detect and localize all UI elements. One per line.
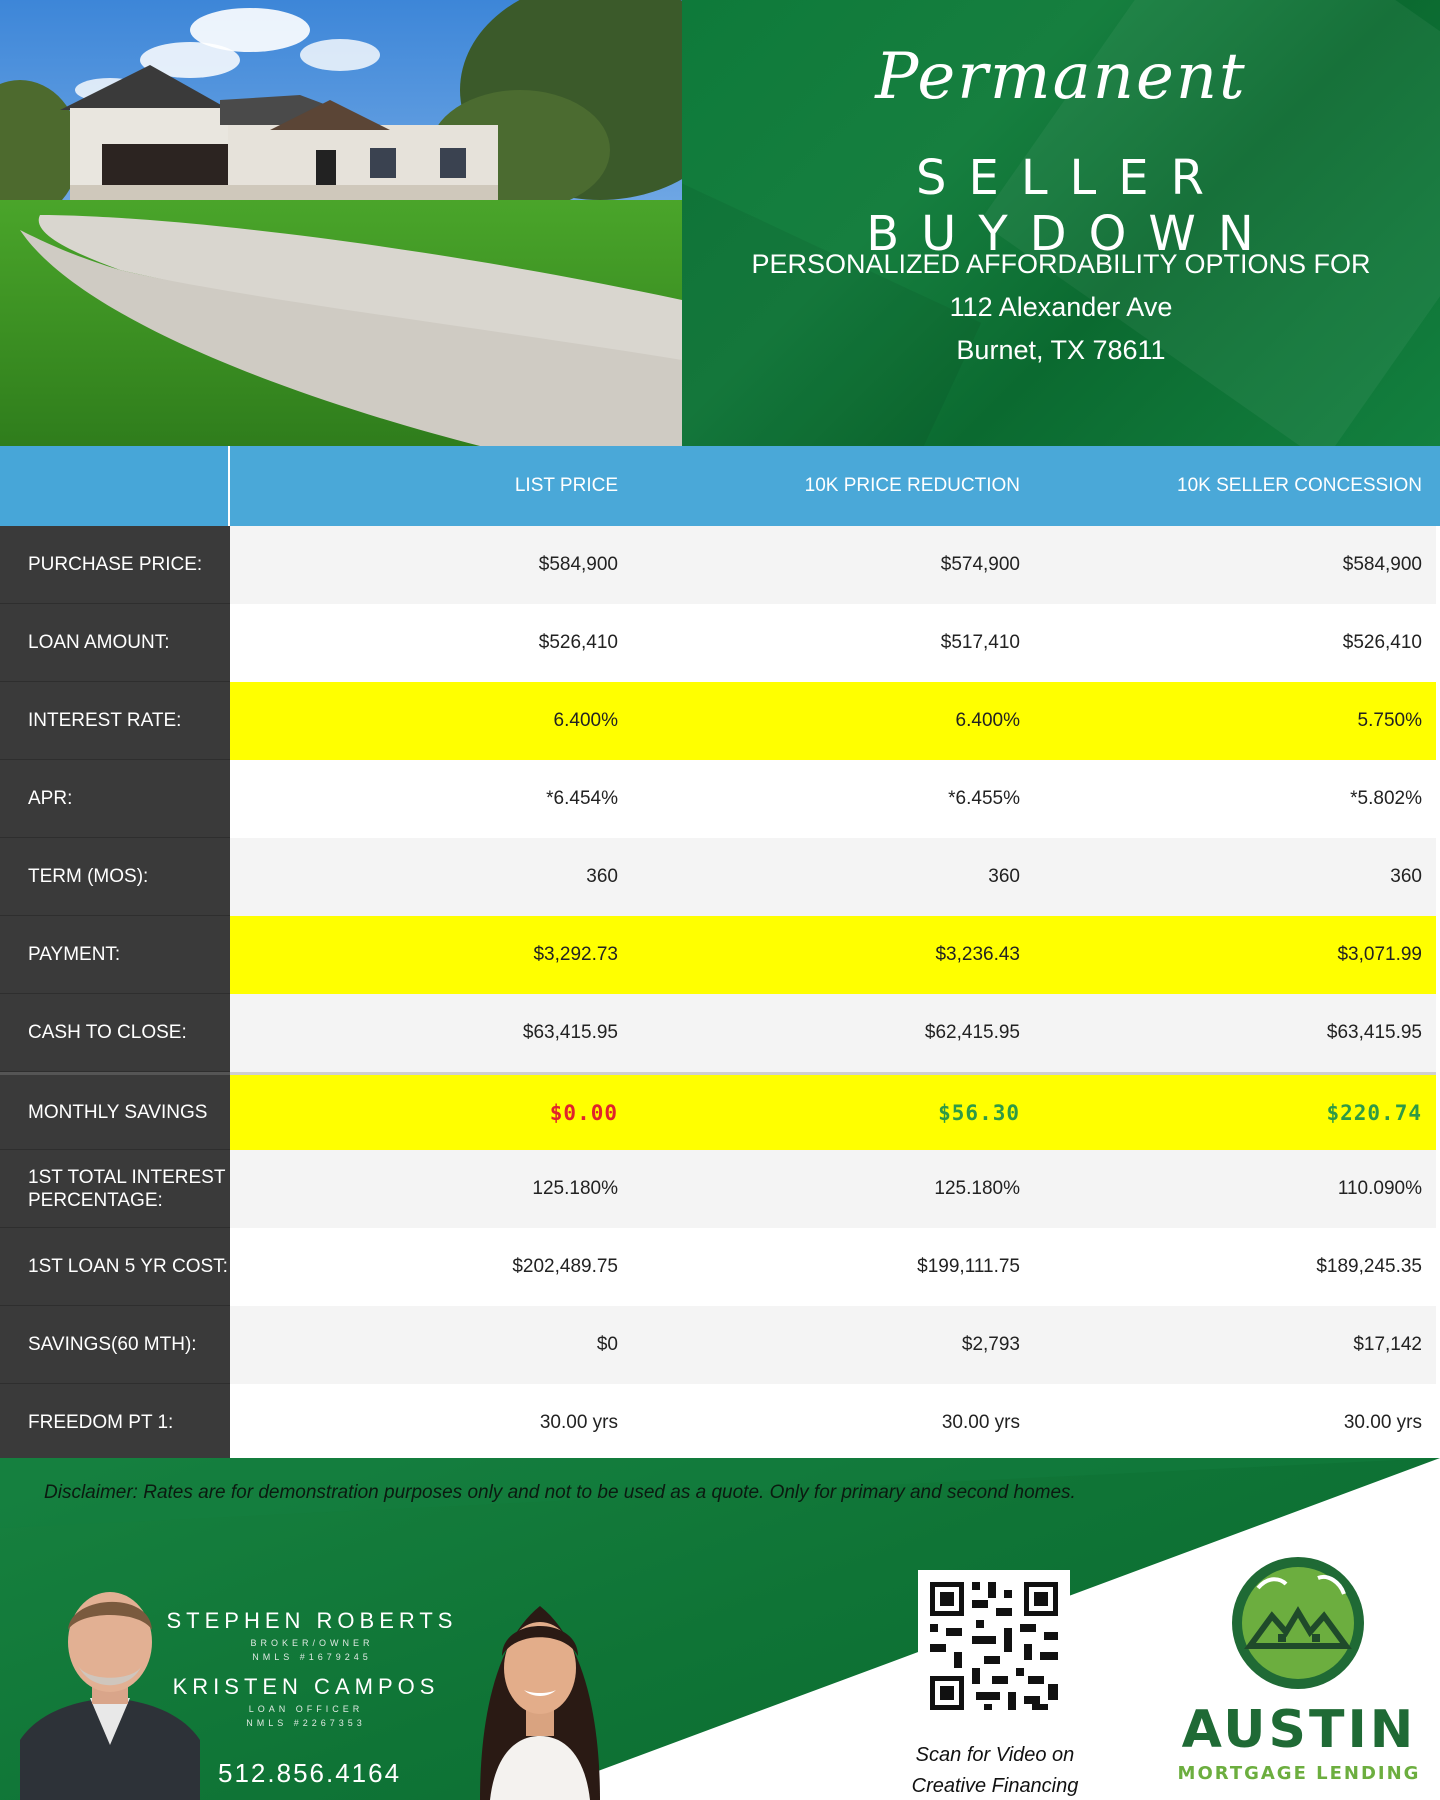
table-row-savings-60: [0, 1306, 1440, 1384]
table-cell: 110.090%: [1034, 1150, 1436, 1228]
subtitle-line: PERSONALIZED AFFORDABILITY OPTIONS FOR: [751, 249, 1371, 279]
table-cell: $584,900: [230, 526, 632, 604]
austin-mortgage-logo-icon: [1168, 1548, 1428, 1698]
table-cell: $199,111.75: [632, 1228, 1034, 1306]
subtitle: [682, 243, 1440, 372]
table-cell: 125.180%: [230, 1150, 632, 1228]
table-cell: $202,489.75: [230, 1228, 632, 1306]
table-row-freedom-pt: [0, 1384, 1440, 1462]
logo-subtitle: MORTGAGE LENDING: [1177, 1763, 1421, 1784]
table-cell: $17,142: [1034, 1306, 1436, 1384]
row-label: TERM (MOS):: [0, 838, 230, 916]
table-cell: $0.00: [230, 1072, 632, 1150]
page-title: SELLER BUYDOWN: [866, 150, 1276, 262]
table-cell: $189,245.35: [1034, 1228, 1436, 1306]
hero-title-panel: [682, 0, 1440, 446]
row-label: 1ST LOAN 5 YR COST:: [0, 1228, 230, 1306]
table-row-payment: [0, 916, 1440, 994]
qr-code[interactable]: [918, 1570, 1070, 1722]
table-row-cash-to-close: [0, 994, 1440, 1072]
table-row-total-interest: [0, 1150, 1440, 1228]
table-cell: 30.00 yrs: [230, 1384, 632, 1462]
row-label: PAYMENT:: [0, 916, 230, 994]
table-row-purchase-price: [0, 526, 1440, 604]
table-cell: 6.400%: [632, 682, 1034, 760]
phone-number[interactable]: 512.856.4164: [218, 1758, 402, 1788]
table-cell: $63,415.95: [230, 994, 632, 1072]
table-cell: 5.750%: [1034, 682, 1436, 760]
table-cell: *6.454%: [230, 760, 632, 838]
table-cell: $574,900: [632, 526, 1034, 604]
table-cell: $2,793: [632, 1306, 1034, 1384]
column-header-list-price: LIST PRICE: [514, 475, 618, 496]
row-label: 1ST TOTAL INTEREST PERCENTAGE:: [0, 1150, 230, 1228]
table-cell: $526,410: [230, 604, 632, 682]
agent-name-stephen: STEPHEN ROBERTS: [166, 1608, 458, 1633]
row-label: INTEREST RATE:: [0, 682, 230, 760]
table-cell: $3,071.99: [1034, 916, 1436, 994]
agent-title-stephen: BROKER/OWNER: [250, 1638, 374, 1648]
agent-nmls-stephen: NMLS #1679245: [252, 1652, 372, 1662]
qr-caption-line: Creative Financing: [911, 1775, 1079, 1797]
table-cell: $517,410: [632, 604, 1034, 682]
table-row-term: [0, 838, 1440, 916]
table-header: [0, 446, 1440, 526]
qr-caption-line: Scan for Video on: [915, 1744, 1075, 1766]
table-row-interest-rate: [0, 682, 1440, 760]
column-header-price-reduction: 10K PRICE REDUCTION: [804, 475, 1020, 496]
table-cell: 30.00 yrs: [632, 1384, 1034, 1462]
row-label: CASH TO CLOSE:: [0, 994, 230, 1072]
row-label: MONTHLY SAVINGS: [0, 1072, 230, 1150]
table-row-monthly-savings: [0, 1072, 1440, 1150]
agent-title-kristen: LOAN OFFICER: [248, 1704, 364, 1714]
logo-wordmark: AUSTIN: [1181, 1700, 1417, 1760]
agent-nmls-kristen: NMLS #2267353: [246, 1718, 366, 1728]
table-row-5yr-cost: [0, 1228, 1440, 1306]
agent-name-kristen: KRISTEN CAMPOS: [172, 1674, 440, 1699]
agent-photo-kristen: [440, 1586, 640, 1800]
hero-section: [0, 0, 1440, 446]
table-cell: $526,410: [1034, 604, 1436, 682]
qr-caption: [880, 1740, 1110, 1800]
row-label: LOAN AMOUNT:: [0, 604, 230, 682]
table-corner: [0, 446, 230, 526]
footer: [0, 1458, 1440, 1800]
column-header-seller-concession: 10K SELLER CONCESSION: [1177, 475, 1422, 496]
table-cell: 360: [230, 838, 632, 916]
table-cell: 6.400%: [230, 682, 632, 760]
table-row-apr: [0, 760, 1440, 838]
row-label: APR:: [0, 760, 230, 838]
address-line: 112 Alexander Ave: [949, 292, 1173, 322]
house-photo: [0, 0, 682, 446]
table-cell: *5.802%: [1034, 760, 1436, 838]
table-cell: $56.30: [632, 1072, 1034, 1150]
table-cell: $584,900: [1034, 526, 1436, 604]
table-cell: *6.455%: [632, 760, 1034, 838]
table-cell: 360: [632, 838, 1034, 916]
table-row-loan-amount: [0, 604, 1440, 682]
table-cell: 30.00 yrs: [1034, 1384, 1436, 1462]
row-label: PURCHASE PRICE:: [0, 526, 230, 604]
table-cell: $63,415.95: [1034, 994, 1436, 1072]
row-label: FREEDOM PT 1:: [0, 1384, 230, 1462]
table-cell: $0: [230, 1306, 632, 1384]
disclaimer-text: Disclaimer: Rates are for demonstration purposes only and not to be used as a quote. Only for primary and second homes.: [44, 1482, 1076, 1503]
city-line: Burnet, TX 78611: [956, 335, 1166, 365]
comparison-table: [0, 446, 1440, 1462]
row-label: SAVINGS(60 MTH):: [0, 1306, 230, 1384]
table-cell: $220.74: [1034, 1072, 1436, 1150]
script-title: Permanent: [875, 40, 1247, 114]
table-cell: $3,292.73: [230, 916, 632, 994]
table-cell: $62,415.95: [632, 994, 1034, 1072]
table-cell: $3,236.43: [632, 916, 1034, 994]
table-cell: 125.180%: [632, 1150, 1034, 1228]
table-cell: 360: [1034, 838, 1436, 916]
